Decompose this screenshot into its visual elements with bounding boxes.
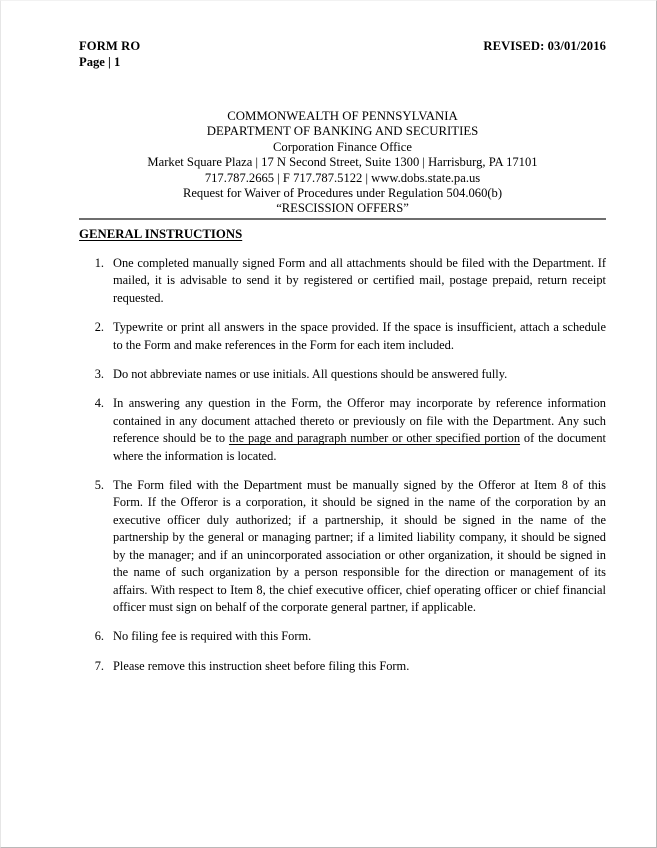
- list-item-number: 1.: [94, 256, 104, 270]
- list-item-number: 3.: [94, 367, 104, 382]
- list-item-text: [113, 395, 606, 465]
- department-line: DEPARTMENT OF BANKING AND SECURITIES: [206, 124, 479, 139]
- list-item: [79, 366, 606, 383]
- commonwealth-line: COMMONWEALTH OF PENNSYLVANIA: [227, 109, 458, 123]
- form-number-label: FORM RO: [79, 39, 141, 53]
- address-line: Market Square Plaza | 17 N Second Street, Suite 1300 | Harrisburg, PA 17101: [147, 155, 538, 170]
- list-item-text: Do not abbreviate names or use initials. All questions should be answered fully.: [113, 367, 508, 382]
- list-item-number: 2.: [94, 320, 104, 335]
- page-number-label: Page | 1: [79, 55, 121, 69]
- list-item: [79, 477, 606, 616]
- list-item-text: Please remove this instruction sheet before filing this Form.: [113, 658, 410, 673]
- list-item-text: Typewrite or print all answers in the space provided. If the space is insufficient, attach a schedule to the Form and make references in the Form for each item included.: [113, 320, 606, 352]
- list-item-text: One completed manually signed Form and all attachments should be filed with the Department. If mailed, it is advisable to send it by registered or certified mail, postage prepaid, return receipt requested.: [113, 256, 606, 305]
- list-item-number: 5.: [94, 478, 104, 493]
- header-top-row: [79, 39, 606, 54]
- list-item: [79, 658, 606, 675]
- regulation-line: Request for Waiver of Procedures under Regulation 504.060(b): [182, 186, 503, 201]
- general-instructions-heading: GENERAL INSTRUCTIONS: [79, 227, 243, 241]
- list-item: [79, 395, 606, 465]
- document-running-header: [79, 39, 606, 70]
- list-item: [79, 319, 606, 354]
- revision-date-label: REVISED: 03/01/2016: [483, 39, 606, 53]
- agency-heading-block: [79, 109, 606, 217]
- list-item-underlined-phrase: the page and paragraph number or other specified portion: [228, 431, 521, 446]
- rescission-offers-line: “RESCISSION OFFERS”: [276, 201, 409, 216]
- horizontal-rule: [79, 218, 606, 220]
- contact-line: 717.787.2665 | F 717.787.5122 | www.dobs.state.pa.us: [204, 170, 481, 185]
- list-item-number: 6.: [94, 629, 104, 644]
- list-item-text-part: of the document where the information is located.: [113, 431, 606, 463]
- list-item-text: The Form filed with the Department must be manually signed by the Offeror at Item 8 of this Form. If the Offeror is a corporation, it should be signed in the name of the corporation by an executive officer duly authorized; if a partnership, it should be signed in the name of the partnership by the general or managing partner; if a limited liability company, it should be signed by the manager; and if an unincorporated association or other organization, it should be signed in the name of such organization by a person responsible for the direction or management of its affairs. With respect to Item 8, the chief executive officer, chief operating officer or chief financial officer must sign on behalf of the corporate general partner, if applicable.: [113, 478, 606, 614]
- list-item-text-part: In answering any question in the Form, the Offeror may incorporate by reference information contained in any document attached thereto or previously on file with the Department. Any such reference should be to: [113, 396, 606, 446]
- list-item-number: 7.: [94, 658, 104, 673]
- office-line: Corporation Finance Office: [273, 139, 412, 154]
- list-item: [79, 628, 606, 645]
- list-item-text: No filing fee is required with this Form.: [113, 629, 312, 644]
- instructions-list: [79, 255, 606, 687]
- list-item: [79, 255, 606, 307]
- list-item-number: 4.: [94, 396, 104, 411]
